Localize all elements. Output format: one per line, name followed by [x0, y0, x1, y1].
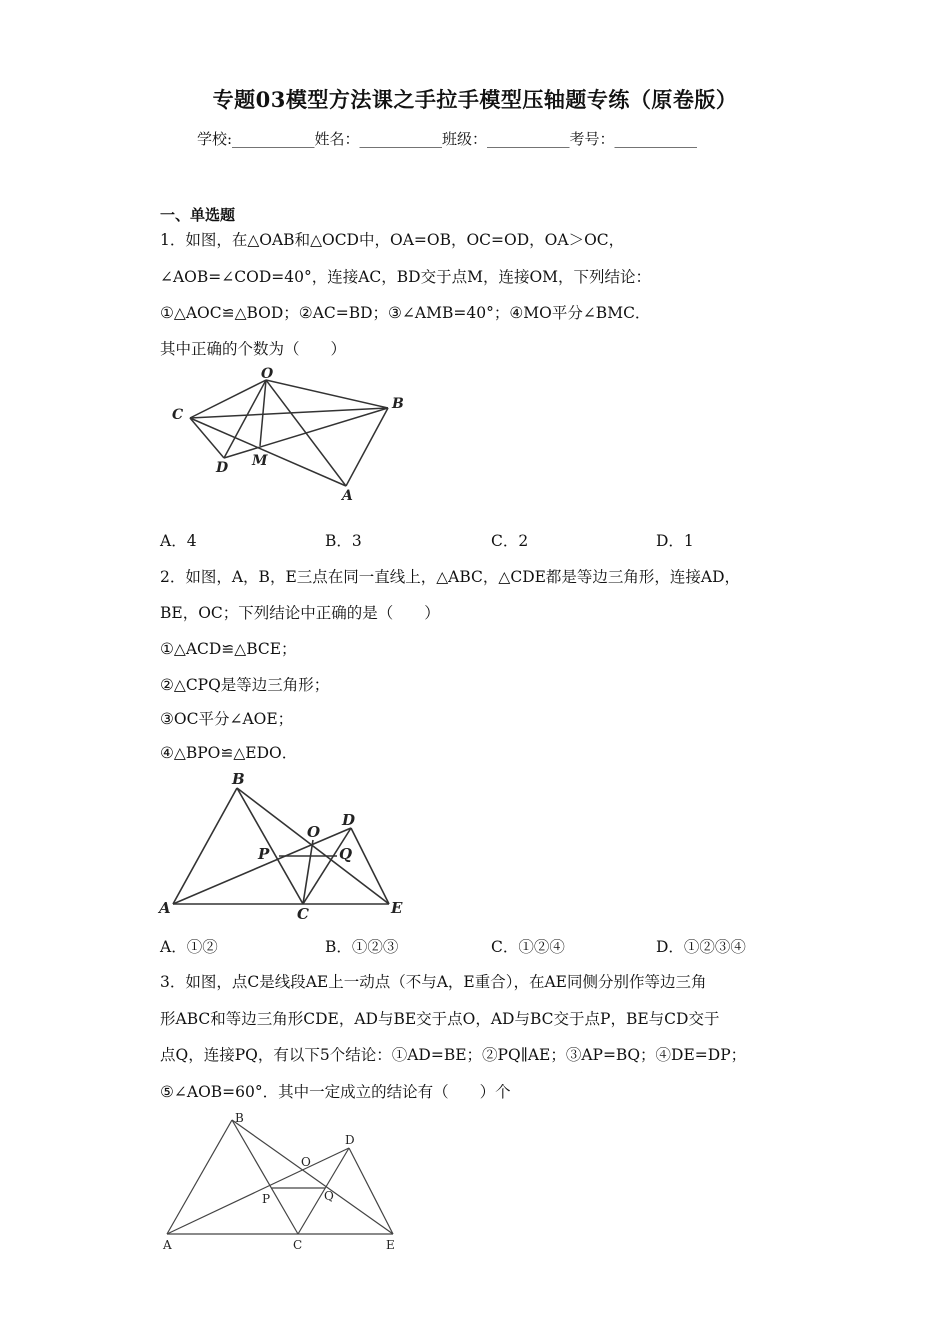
label-c: C	[293, 1238, 303, 1252]
q2-option-d[interactable]: D．①②③④	[656, 938, 746, 956]
label-p: P	[262, 1192, 271, 1206]
label-p: P	[258, 845, 270, 863]
q3-line4: ⑤∠AOB=60°．其中一定成立的结论有（ ）个	[160, 1083, 511, 1101]
label-c: C	[297, 905, 309, 923]
segment-ab	[167, 1120, 232, 1234]
label-c: C	[172, 407, 184, 423]
label-o: O	[307, 823, 321, 841]
segment-be	[232, 1120, 393, 1234]
q3-figure	[155, 1108, 415, 1258]
label-q: Q	[339, 845, 353, 863]
q2-option-a[interactable]: A．①②	[160, 938, 218, 956]
q2-statement-3: ③OC平分∠AOE；	[160, 710, 294, 728]
label-e: E	[391, 899, 403, 917]
label-a: A	[342, 488, 353, 504]
segment-oc	[303, 840, 313, 904]
segment-cd	[190, 418, 224, 458]
label-o: O	[301, 1155, 311, 1169]
q1-line3: ①△AOC≌△BOD；②AC=BD；③∠AMB=40°；④MO平分∠BMC．	[160, 304, 651, 322]
segment-de	[349, 1148, 393, 1234]
q1-figure	[160, 362, 420, 512]
q3-line3: 点Q，连接PQ，有以下5个结论：①AD=BE；②PQ∥AE；③AP=BQ；④DE=DP；	[160, 1046, 747, 1064]
label-e: E	[386, 1238, 395, 1252]
segment-bc	[237, 788, 303, 904]
label-o: O	[261, 366, 274, 382]
page-title: 专题03模型方法课之手拉手模型压轴题专练（原卷版）	[212, 87, 738, 112]
student-info-line: 学校:___________姓名：___________班级：___________考号：___________	[197, 130, 698, 148]
q1-line2: ∠AOB=∠COD=40°，连接AC，BD交于点M，连接OM，下列结论：	[160, 268, 652, 286]
q1-option-a[interactable]: A．4	[160, 532, 197, 550]
segment-de	[351, 828, 389, 904]
q1-option-b[interactable]: B．3	[325, 532, 362, 550]
segment-ad	[173, 828, 351, 904]
segment-oc	[190, 380, 266, 418]
label-a: A	[163, 1238, 172, 1252]
label-b: B	[235, 1111, 244, 1125]
q1-line4: 其中正确的个数为（ ）	[160, 340, 347, 358]
q1-line1: 1．如图，在△OAB和△OCD中，OA=OB，OC=OD，OA＞OC，	[160, 231, 625, 249]
q2-option-b[interactable]: B．①②③	[325, 938, 399, 956]
section-heading: 一、单选题	[160, 206, 236, 224]
q2-statement-4: ④△BPO≌△EDO．	[160, 744, 298, 762]
q2-line1: 2．如图，A，B，E三点在同一直线上，△ABC，△CDE都是等边三角形，连接AD，	[160, 568, 741, 586]
q2-statement-2: ②△CPQ是等边三角形；	[160, 676, 330, 694]
label-b: B	[392, 396, 404, 412]
q2-figure	[155, 768, 415, 923]
q3-line1: 3．如图，点C是线段AE上一动点（不与A，E重合），在AE同侧分别作等边三角	[160, 973, 707, 991]
segment-od	[224, 380, 266, 458]
label-m: M	[252, 453, 268, 469]
q2-statement-1: ①△ACD≌△BCE；	[160, 640, 297, 658]
segment-ab	[346, 408, 388, 486]
segment-ad	[167, 1148, 349, 1234]
q1-option-d[interactable]: D．1	[656, 532, 694, 550]
label-d: D	[342, 811, 356, 829]
label-d: D	[216, 460, 229, 476]
q2-option-c[interactable]: C．①②④	[491, 938, 565, 956]
label-a: A	[159, 899, 171, 917]
q1-option-c[interactable]: C．2	[491, 532, 529, 550]
label-b: B	[232, 770, 245, 788]
label-q: Q	[324, 1189, 334, 1203]
segment-ab	[173, 788, 237, 904]
q3-line2: 形ABC和等边三角形CDE，AD与BE交于点O，AD与BC交于点P，BE与CD交于	[160, 1010, 720, 1028]
label-d: D	[345, 1133, 355, 1147]
q2-line2: BE，OC；下列结论中正确的是（ ）	[160, 604, 440, 622]
